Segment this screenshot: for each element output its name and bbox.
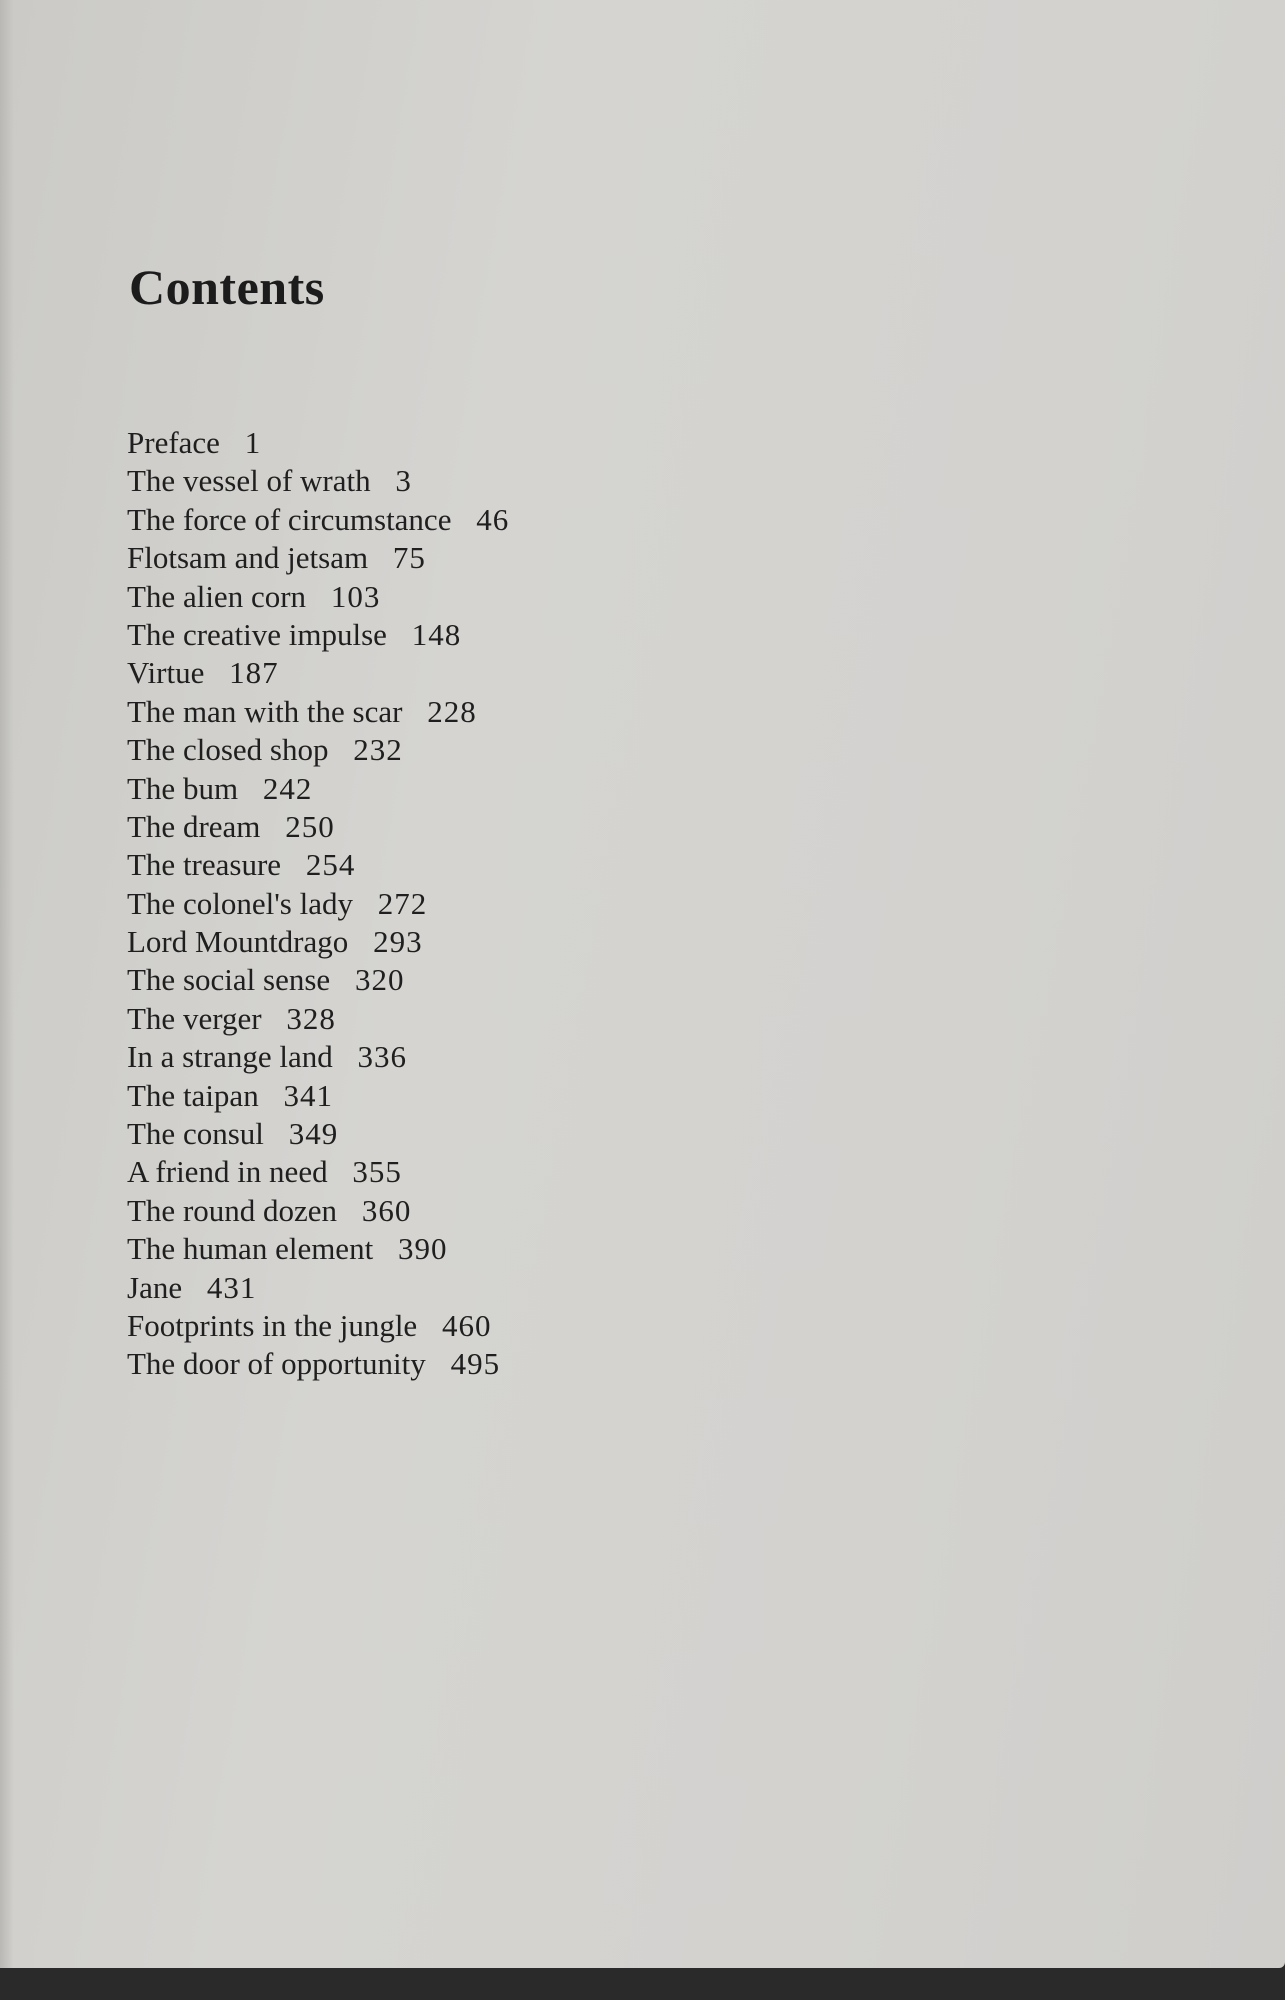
toc-entry-page-number: 148 xyxy=(411,616,462,652)
toc-entry xyxy=(127,1038,509,1076)
toc-entry xyxy=(127,1192,509,1230)
toc-entry xyxy=(127,462,509,500)
toc-entry xyxy=(127,846,509,884)
toc-entry-page-number: 328 xyxy=(286,1000,336,1036)
toc-entry-title: The closed shop xyxy=(127,732,329,768)
toc-entry xyxy=(127,501,509,539)
toc-entry xyxy=(127,770,509,808)
toc-entry-title: The social sense xyxy=(127,962,331,998)
toc-entry-title: The human element xyxy=(127,1231,374,1267)
toc-entry-page-number: 460 xyxy=(441,1307,492,1343)
toc-entry-title: The treasure xyxy=(127,847,282,883)
toc-entry-page-number: 341 xyxy=(283,1077,333,1113)
toc-entry-page-number: 250 xyxy=(285,808,335,844)
toc-entry-title: The consul xyxy=(127,1116,264,1152)
toc-entry-page-number: 495 xyxy=(450,1346,501,1382)
toc-entry-title: In a strange land xyxy=(127,1039,333,1075)
toc-entry-page-number: 349 xyxy=(288,1116,339,1152)
toc-entry-title: A friend in need xyxy=(127,1154,328,1190)
toc-entry xyxy=(127,1115,509,1153)
toc-entry-page-number: 390 xyxy=(397,1231,448,1267)
toc-entry-title: The alien corn xyxy=(127,578,307,614)
toc-entry-title: Preface xyxy=(127,425,220,460)
toc-entry-page-number: 3 xyxy=(395,463,412,499)
toc-entry xyxy=(127,731,509,769)
table-of-contents xyxy=(127,424,509,1384)
toc-entry xyxy=(127,424,509,462)
toc-entry xyxy=(127,693,509,731)
toc-entry xyxy=(127,578,509,616)
toc-entry xyxy=(127,654,509,692)
toc-entry-page-number: 228 xyxy=(427,693,477,729)
toc-entry-page-number: 293 xyxy=(373,924,423,960)
toc-entry-page-number: 355 xyxy=(352,1154,402,1190)
toc-entry-title: The door of opportunity xyxy=(127,1346,426,1382)
toc-entry-page-number: 272 xyxy=(377,885,428,921)
toc-entry xyxy=(127,539,509,577)
toc-entry-page-number: 254 xyxy=(305,847,356,883)
toc-entry-page-number: 187 xyxy=(229,655,279,691)
toc-entry-page-number: 360 xyxy=(361,1192,412,1228)
toc-entry-page-number: 431 xyxy=(206,1269,257,1305)
toc-entry-title: The creative impulse xyxy=(127,616,387,652)
toc-entry xyxy=(127,923,509,961)
toc-entry xyxy=(127,885,509,923)
toc-entry xyxy=(127,1230,509,1268)
toc-entry xyxy=(127,1345,509,1383)
toc-entry-title: Flotsam and jetsam xyxy=(127,540,369,576)
toc-entry-title: The taipan xyxy=(127,1077,259,1113)
toc-entry-title: The bum xyxy=(127,770,239,806)
toc-entry-page-number: 242 xyxy=(262,770,313,806)
toc-entry-title: The vessel of wrath xyxy=(127,463,371,499)
toc-entry xyxy=(127,1307,509,1345)
toc-entry-page-number: 46 xyxy=(476,501,510,537)
toc-entry-title: The dream xyxy=(127,808,261,844)
toc-entry xyxy=(127,1077,509,1115)
toc-entry-page-number: 232 xyxy=(353,732,403,768)
toc-entry-page-number: 103 xyxy=(330,578,381,614)
toc-entry-title: The man with the scar xyxy=(127,693,403,729)
toc-entry-page-number: 320 xyxy=(354,962,405,998)
toc-entry-page-number: 75 xyxy=(392,540,426,576)
toc-entry-title: The colonel's lady xyxy=(127,885,353,921)
toc-entry-title: The verger xyxy=(127,1000,262,1036)
toc-entry xyxy=(127,1000,509,1038)
toc-entry-page-number: 1 xyxy=(244,425,262,460)
toc-entry-title: Virtue xyxy=(127,655,205,691)
toc-entry xyxy=(127,1153,509,1191)
toc-entry-title: The round dozen xyxy=(127,1192,338,1228)
toc-entry-page-number: 336 xyxy=(357,1039,408,1075)
toc-entry-title: Footprints in the jungle xyxy=(127,1307,418,1343)
toc-entry xyxy=(127,808,509,846)
toc-entry xyxy=(127,616,509,654)
toc-entry-title: The force of circumstance xyxy=(127,501,452,537)
toc-entry-title: Lord Mountdrago xyxy=(127,924,349,960)
toc-entry xyxy=(127,961,509,999)
page-title: Contents xyxy=(129,259,325,315)
toc-entry-title: Jane xyxy=(127,1269,183,1305)
toc-entry xyxy=(127,1269,509,1307)
